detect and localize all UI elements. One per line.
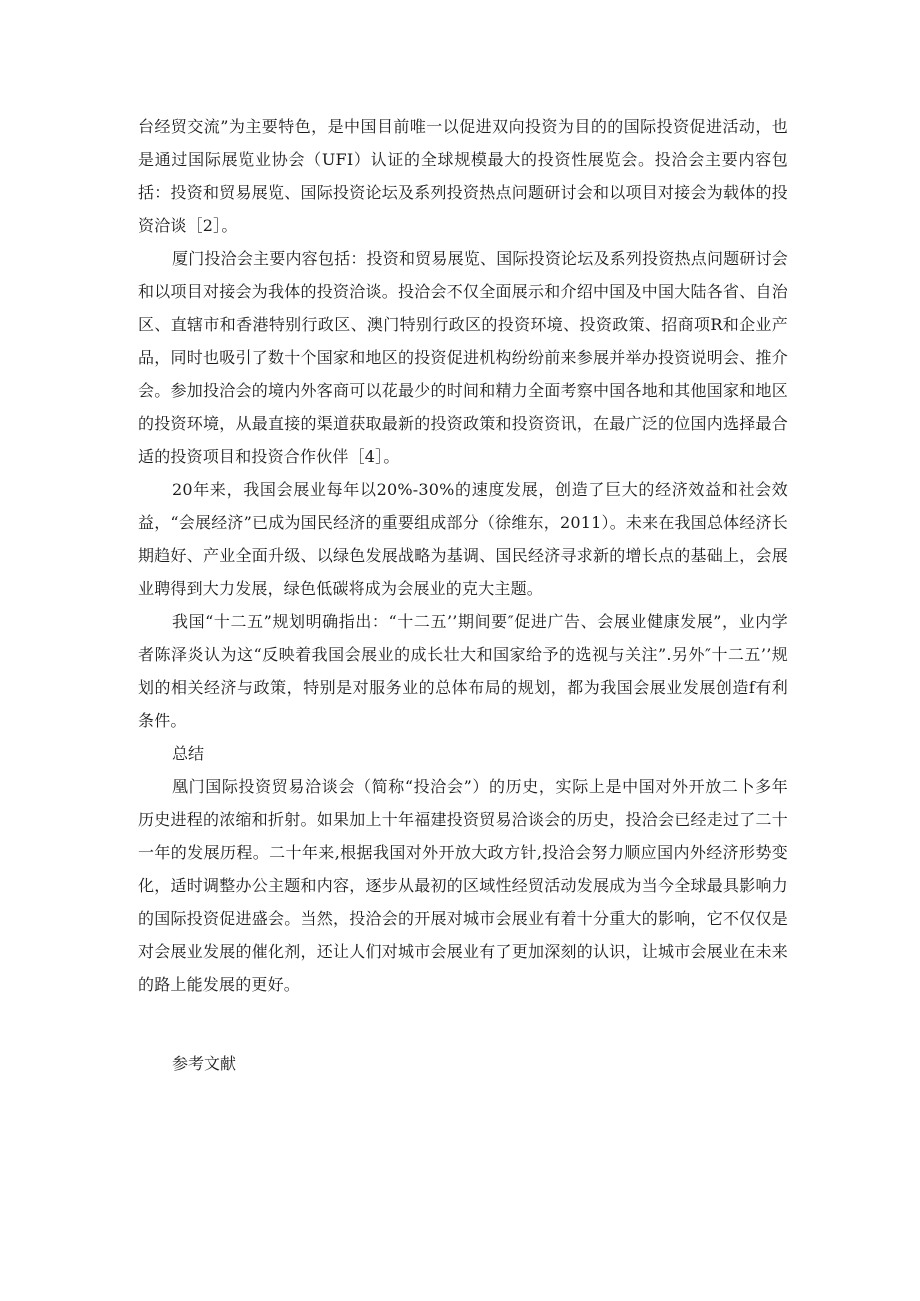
summary-heading: 总结 [172,744,205,763]
paragraph-five-year-plan: 我国“十二五”规划明确指出：“十二五’’期间要″促进广告、会展业健康发展”，业内学者陈泽炎认为这“反映着我国会展业的成长壮大和国家给予的选视与关注”.另外″十二五’’规划的相关经济与政策，特别是对服务业的总体布局的规划，都为我国会展业发展创造f有利条件。 [138,612,788,730]
references-heading: 参考文献 [172,1054,237,1073]
paragraph-industry-growth: 20年来，我国会展业每年以20%-30%的速度发展，创造了巨大的经济效益和社会效益，“会展经济”已成为国民经济的重要组成部分（徐维东，2011）。未来在我国总体经济长期趋好、产业全面升级、以绿色发展战略为基调、国民经济寻求新的增长点的基础上，会展业聘得到大力发展，绿色低碳将成为会展业的克大主题。 [138,480,788,598]
paragraph-ufi-certification: 台经贸交流”为主要特色，是中国目前唯一以促进双向投资为目的的国际投资促进活动，也是通过国际展览业协会（UFI）认证的全球规模最大的投资性展览会。投洽会主要内容包括：投资和贸易展览、国际投资论坛及系列投资热点问题研讨会和以项目对接会为载体的投资洽谈［2］。 [138,117,788,235]
document-body [138,110,788,1080]
paragraph-expo-content: 厦门投洽会主要内容包括：投资和贸易展览、国际投资论坛及系列投资热点问题研讨会和以项目对接会为我体的投资洽谈。投洽会不仅全面展示和介绍中国及中国大陆各省、自治区、直辖市和香港特别行政区、澳门特别行政区的投资环境、投资政策、招商项R和企业产品，同时也吸引了数十个国家和地区的投资促进机构纷纷前来参展并举办投资说明会、推介会。参加投洽会的境内外客商可以花最少的时间和精力全面考察中国各地和其他国家和地区的投资环境，从最直接的渠道获取最新的投资政策和投资资讯，在最广泛的位国内选择最合适的投资项目和投资合作伙伴［4］。 [138,249,788,466]
summary-paragraph: 凰门国际投资贸易洽谈会（简称“投洽会”）的历史，实际上是中国对外开放二卜多年历史进程的浓缩和折射。如果加上十年福建投资贸易洽谈会的历史，投洽会已经走过了二十一年的发展历程。二十年来,根据我国对外开放大政方针,投洽会努力顺应国内外经济形势变化，适时调整办公主题和内容，逐步从最初的区域性经贸活动发展成为当今全球最具影响力的国际投资促进盛会。当然，投洽会的开展对城市会展业有着十分重大的影响，它不仅仅是对会展业发展的催化剂，还让人们对城市会展业有了更加深刻的认识，让城市会展业在未来的路上能发展的更好。 [138,777,788,994]
